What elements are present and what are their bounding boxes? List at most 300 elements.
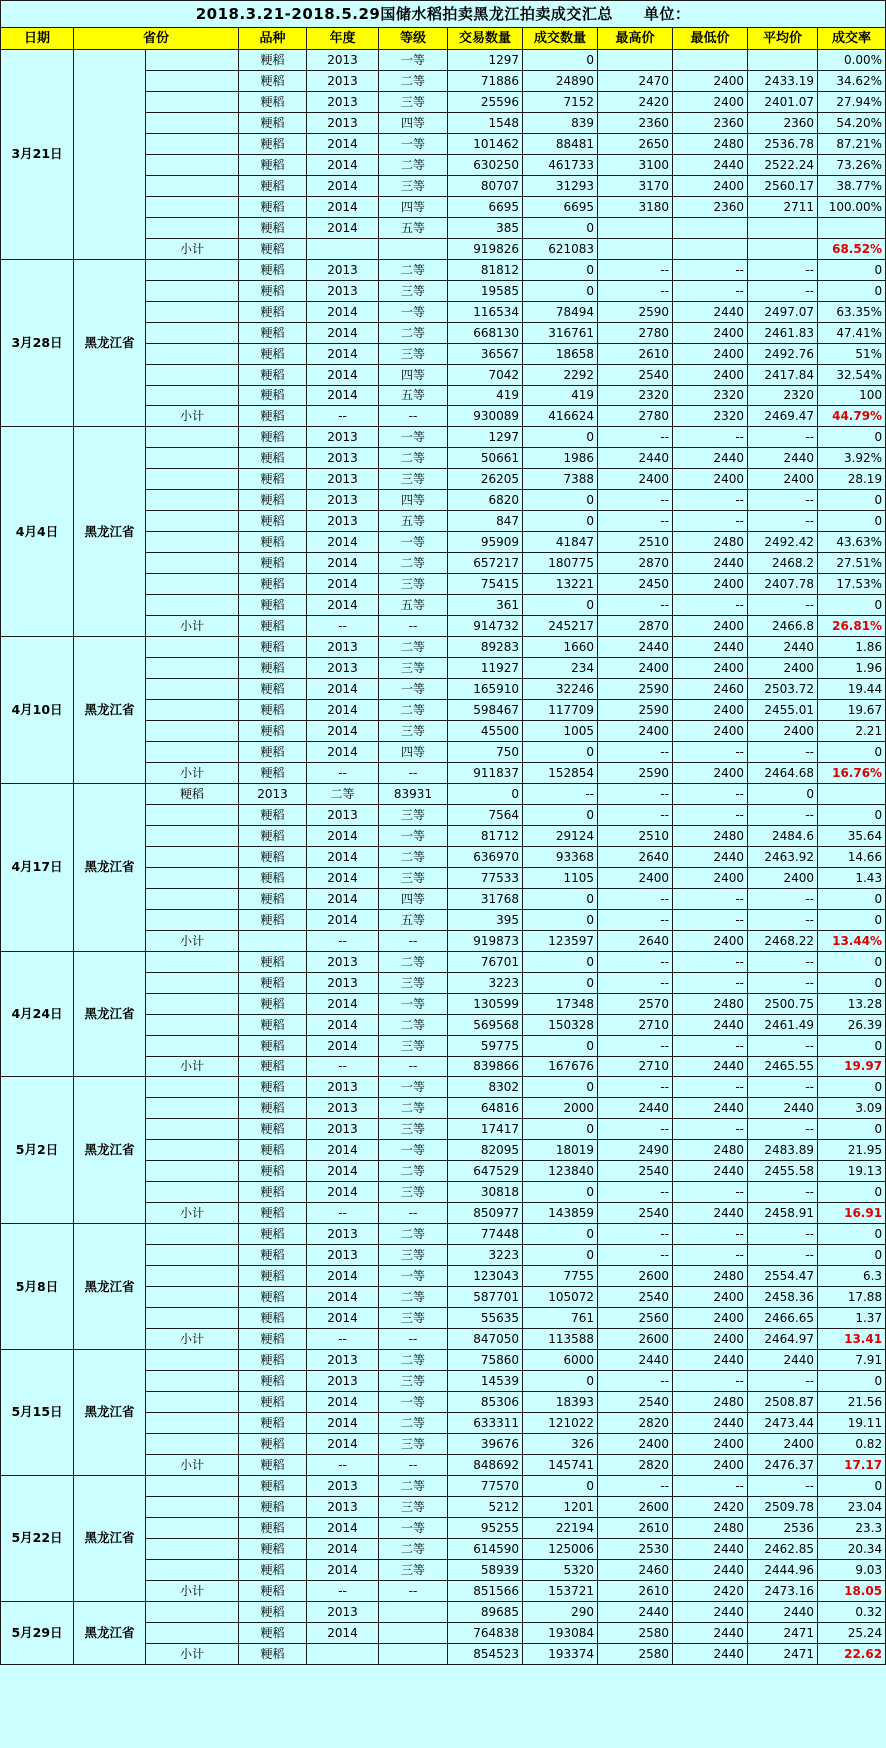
min-price-cell: 2400 [673, 574, 748, 595]
label-cell [146, 574, 239, 595]
year-cell: 2014 [307, 1035, 379, 1056]
avg-price-cell: 2469.47 [748, 406, 818, 427]
volume-cell: 50661 [448, 448, 523, 469]
avg-price-cell: 2458.36 [748, 1287, 818, 1308]
label-cell [146, 1517, 239, 1538]
avg-price-cell: -- [748, 1245, 818, 1266]
avg-price-cell: 2440 [748, 1601, 818, 1622]
grade-cell: 三等 [379, 867, 448, 888]
deal-rate-cell: 32.54% [818, 364, 886, 385]
year-cell: 2014 [307, 1182, 379, 1203]
label-cell: 小计 [146, 1580, 239, 1601]
avg-price-cell: -- [748, 1475, 818, 1496]
variety-cell: 粳稻 [239, 1035, 307, 1056]
avg-price-cell: 2360 [748, 112, 818, 133]
max-price-cell: 2650 [598, 133, 673, 154]
max-price-cell: 2400 [598, 469, 673, 490]
deal-rate-cell: 100.00% [818, 196, 886, 217]
year-cell: 2014 [307, 1392, 379, 1413]
variety-cell: 粳稻 [239, 1014, 307, 1035]
deal-rate-cell: 1.96 [818, 658, 886, 679]
year-cell: 2014 [307, 700, 379, 721]
deal-volume-cell: 0 [523, 217, 598, 238]
max-price-cell [598, 50, 673, 71]
deal-volume-cell: 29124 [523, 825, 598, 846]
max-price-cell: 3100 [598, 154, 673, 175]
volume-cell: 657217 [448, 553, 523, 574]
max-price-cell [598, 217, 673, 238]
max-price-cell: 2540 [598, 364, 673, 385]
label-cell: 小计 [146, 616, 239, 637]
label-cell [146, 1350, 239, 1371]
deal-rate-cell: 21.56 [818, 1392, 886, 1413]
max-price-cell: 3170 [598, 175, 673, 196]
label-cell [146, 867, 239, 888]
avg-price-cell: 2508.87 [748, 1392, 818, 1413]
deal-rate-cell: 0 [818, 972, 886, 993]
deal-volume-cell: 24890 [523, 70, 598, 91]
avg-price-cell: -- [748, 1371, 818, 1392]
deal-volume-cell: 150328 [523, 1014, 598, 1035]
year-cell: 2013 [307, 427, 379, 448]
deal-rate-cell: 0.00% [818, 50, 886, 71]
label-cell [146, 1035, 239, 1056]
deal-volume-cell: 105072 [523, 1287, 598, 1308]
date-cell: 3月28日 [1, 259, 74, 427]
label-cell [146, 70, 239, 91]
label-cell [146, 909, 239, 930]
table-row [1, 951, 886, 972]
variety-cell: 粳稻 [239, 238, 307, 259]
deal-volume-cell: 419 [523, 385, 598, 406]
min-price-cell: 2420 [673, 1496, 748, 1517]
grade-cell: 二等 [379, 322, 448, 343]
volume-cell: 854523 [448, 1643, 523, 1664]
max-price-cell: -- [598, 1371, 673, 1392]
max-price-cell: 2710 [598, 1056, 673, 1077]
variety-cell: 粳稻 [239, 553, 307, 574]
variety-cell: 粳稻 [239, 972, 307, 993]
label-cell [146, 154, 239, 175]
label-cell [146, 1538, 239, 1559]
year-cell: 2014 [307, 133, 379, 154]
min-price-cell: 2400 [673, 762, 748, 783]
deal-rate-cell: 0 [818, 804, 886, 825]
variety-cell: 粳稻 [239, 1559, 307, 1580]
year-cell: 2014 [307, 175, 379, 196]
min-price-cell: 2460 [673, 679, 748, 700]
grade-cell: 一等 [379, 1392, 448, 1413]
variety-cell: 粳稻 [239, 490, 307, 511]
variety-cell: 粳稻 [239, 804, 307, 825]
grade-cell: 一等 [379, 1077, 448, 1098]
year-cell: -- [307, 406, 379, 427]
avg-price-cell: -- [748, 951, 818, 972]
year-cell: -- [307, 1203, 379, 1224]
deal-volume-cell: 0 [523, 50, 598, 71]
max-price-cell: 2460 [598, 1559, 673, 1580]
grade-cell: 二等 [379, 1161, 448, 1182]
variety-cell: 粳稻 [239, 1622, 307, 1643]
label-cell [146, 259, 239, 280]
variety-cell [239, 930, 307, 951]
min-price-cell [673, 50, 748, 71]
deal-volume-cell: 0 [523, 741, 598, 762]
deal-volume-cell: 290 [523, 1601, 598, 1622]
deal-volume-cell: 18658 [523, 343, 598, 364]
max-price-cell: 2590 [598, 679, 673, 700]
year-cell: 2013 [307, 1371, 379, 1392]
variety-cell: 粳稻 [239, 825, 307, 846]
deal-rate-cell: 0 [818, 259, 886, 280]
variety-cell: 粳稻 [239, 993, 307, 1014]
variety-cell: 粳稻 [239, 888, 307, 909]
avg-price-cell: 2500.75 [748, 993, 818, 1014]
min-price-cell: 2400 [673, 1454, 748, 1475]
table-row [1, 50, 886, 71]
min-price-cell: 2440 [673, 1161, 748, 1182]
max-price-cell: 2580 [598, 1643, 673, 1664]
volume-cell: 919826 [448, 238, 523, 259]
province-cell: 黑龙江省 [74, 637, 146, 784]
volume-cell: 633311 [448, 1412, 523, 1433]
header-date: 日期 [1, 28, 74, 50]
deal-volume-cell: 180775 [523, 553, 598, 574]
deal-volume-cell: 7755 [523, 1266, 598, 1287]
deal-volume-cell: 0 [523, 972, 598, 993]
avg-price-cell: -- [748, 427, 818, 448]
grade-cell: 一等 [379, 532, 448, 553]
max-price-cell: -- [598, 1182, 673, 1203]
deal-volume-cell: 6000 [523, 1350, 598, 1371]
volume-cell: 385 [448, 217, 523, 238]
deal-rate-cell: 47.41% [818, 322, 886, 343]
deal-rate-cell: 54.20% [818, 112, 886, 133]
deal-rate-cell: 13.41 [818, 1329, 886, 1350]
avg-price-cell: 2440 [748, 1350, 818, 1371]
max-price-cell: 2610 [598, 1580, 673, 1601]
min-price-cell: 2440 [673, 1538, 748, 1559]
max-price-cell: 2870 [598, 616, 673, 637]
deal-volume-cell: 416624 [523, 406, 598, 427]
volume-cell: 82095 [448, 1140, 523, 1161]
grade-cell: 三等 [379, 469, 448, 490]
avg-price-cell: 2466.65 [748, 1308, 818, 1329]
max-price-cell: -- [598, 1035, 673, 1056]
variety-cell: 粳稻 [239, 259, 307, 280]
deal-volume-cell: 41847 [523, 532, 598, 553]
table-row [1, 1601, 886, 1622]
max-price-cell: -- [598, 888, 673, 909]
year-cell: -- [307, 1056, 379, 1077]
avg-price-cell: -- [748, 1035, 818, 1056]
volume-cell: 911837 [448, 762, 523, 783]
volume-cell: 6695 [448, 196, 523, 217]
volume-cell: 95255 [448, 1517, 523, 1538]
year-cell: 2013 [307, 1496, 379, 1517]
variety-cell: 粳稻 [239, 112, 307, 133]
volume-cell: 64816 [448, 1098, 523, 1119]
min-price-cell: -- [673, 1035, 748, 1056]
grade-cell: 二等 [379, 700, 448, 721]
avg-price-cell: 2554.47 [748, 1266, 818, 1287]
volume-cell: 77533 [448, 867, 523, 888]
deal-volume-cell: 0 [523, 804, 598, 825]
variety-cell: 粳稻 [239, 532, 307, 553]
volume-cell: 7564 [448, 804, 523, 825]
deal-rate-cell: 35.64 [818, 825, 886, 846]
deal-volume-cell: 17348 [523, 993, 598, 1014]
grade-cell: 一等 [379, 50, 448, 71]
volume-cell: 17417 [448, 1119, 523, 1140]
year-cell: 2014 [307, 846, 379, 867]
province-cell: 黑龙江省 [74, 1601, 146, 1664]
deal-volume-cell: 88481 [523, 133, 598, 154]
avg-price-cell: 2492.42 [748, 532, 818, 553]
deal-rate-cell: 27.51% [818, 553, 886, 574]
min-price-cell: 2480 [673, 1392, 748, 1413]
deal-volume-cell: 0 [523, 1077, 598, 1098]
table-row [1, 637, 886, 658]
deal-volume-cell: 121022 [523, 1412, 598, 1433]
volume-cell: 3223 [448, 1245, 523, 1266]
year-cell: 2014 [307, 532, 379, 553]
min-price-cell: 2320 [673, 406, 748, 427]
year-cell: 2014 [307, 1622, 379, 1643]
header-volume: 交易数量 [448, 28, 523, 50]
year-cell: 二等 [307, 783, 379, 804]
label-cell [146, 1182, 239, 1203]
deal-volume-cell: 0 [523, 1182, 598, 1203]
deal-volume-cell: 113588 [523, 1329, 598, 1350]
deal-rate-cell: 3.92% [818, 448, 886, 469]
deal-rate-cell: 0 [818, 1077, 886, 1098]
grade-cell: 三等 [379, 91, 448, 112]
year-cell: 2014 [307, 888, 379, 909]
volume-cell: 847 [448, 511, 523, 532]
label-cell [146, 1412, 239, 1433]
volume-cell: 58939 [448, 1559, 523, 1580]
max-price-cell: 2540 [598, 1287, 673, 1308]
deal-volume-cell: 193374 [523, 1643, 598, 1664]
max-price-cell: 2590 [598, 301, 673, 322]
min-price-cell: 2480 [673, 133, 748, 154]
deal-rate-cell: 38.77% [818, 175, 886, 196]
max-price-cell: 2470 [598, 70, 673, 91]
grade-cell: -- [379, 762, 448, 783]
variety-cell: 粳稻 [239, 1475, 307, 1496]
grade-cell: 一等 [379, 993, 448, 1014]
year-cell: -- [307, 616, 379, 637]
variety-cell: 粳稻 [239, 427, 307, 448]
grade-cell: -- [379, 1203, 448, 1224]
avg-price-cell: 2483.89 [748, 1140, 818, 1161]
avg-price-cell: 2471 [748, 1622, 818, 1643]
max-price-cell: 2780 [598, 406, 673, 427]
label-cell [146, 951, 239, 972]
deal-rate-cell: 0 [818, 427, 886, 448]
avg-price-cell: -- [748, 1182, 818, 1203]
year-cell: 2013 [307, 1119, 379, 1140]
min-price-cell: -- [673, 1475, 748, 1496]
variety-cell: 粳稻 [239, 574, 307, 595]
volume-cell: 80707 [448, 175, 523, 196]
deal-volume-cell: 93368 [523, 846, 598, 867]
variety-cell: 粳稻 [239, 1287, 307, 1308]
label-cell [146, 721, 239, 742]
max-price-cell: 2580 [598, 1622, 673, 1643]
volume-cell: 26205 [448, 469, 523, 490]
deal-rate-cell: 22.62 [818, 1643, 886, 1664]
grade-cell: 二等 [379, 1538, 448, 1559]
volume-cell: 19585 [448, 280, 523, 301]
year-cell: 2014 [307, 1538, 379, 1559]
label-cell [146, 280, 239, 301]
grade-cell [379, 1601, 448, 1622]
volume-cell: 3223 [448, 972, 523, 993]
volume-cell: 764838 [448, 1622, 523, 1643]
deal-volume-cell: 1201 [523, 1496, 598, 1517]
variety-cell: 粳稻 [239, 1056, 307, 1077]
variety-cell: 粳稻 [239, 1371, 307, 1392]
max-price-cell: 2600 [598, 1266, 673, 1287]
volume-cell: 39676 [448, 1433, 523, 1454]
min-price-cell: 2440 [673, 1601, 748, 1622]
max-price-cell: 2820 [598, 1412, 673, 1433]
label-cell [146, 1433, 239, 1454]
max-price-cell: 2450 [598, 574, 673, 595]
avg-price-cell: 2400 [748, 867, 818, 888]
min-price-cell: 2400 [673, 322, 748, 343]
avg-price-cell: 2455.58 [748, 1161, 818, 1182]
volume-cell: 5212 [448, 1496, 523, 1517]
year-cell: 2014 [307, 385, 379, 406]
max-price-cell: 2440 [598, 637, 673, 658]
label-cell [146, 133, 239, 154]
variety-cell: 粳稻 [239, 1643, 307, 1664]
label-cell: 小计 [146, 1203, 239, 1224]
deal-rate-cell: 0.82 [818, 1433, 886, 1454]
avg-price-cell: 2484.6 [748, 825, 818, 846]
year-cell: 2013 [307, 1350, 379, 1371]
table-row [1, 259, 886, 280]
variety-cell: 粳稻 [239, 1517, 307, 1538]
deal-volume-cell: 193084 [523, 1622, 598, 1643]
volume-cell: 165910 [448, 679, 523, 700]
avg-price-cell [748, 217, 818, 238]
avg-price-cell: 2497.07 [748, 301, 818, 322]
volume-cell: 101462 [448, 133, 523, 154]
year-cell: 2013 [307, 1224, 379, 1245]
min-price-cell: 2360 [673, 112, 748, 133]
min-price-cell: 2400 [673, 469, 748, 490]
deal-rate-cell: 3.09 [818, 1098, 886, 1119]
max-price-cell: 2590 [598, 762, 673, 783]
min-price-cell: 2400 [673, 616, 748, 637]
province-cell: 黑龙江省 [74, 783, 146, 951]
min-price-cell: 2480 [673, 993, 748, 1014]
grade-cell: 三等 [379, 1245, 448, 1266]
label-cell [146, 1601, 239, 1622]
label-cell: 小计 [146, 1329, 239, 1350]
min-price-cell: -- [673, 1371, 748, 1392]
grade-cell: 二等 [379, 1412, 448, 1433]
variety-cell: 粳稻 [239, 1580, 307, 1601]
volume-cell: 76701 [448, 951, 523, 972]
deal-volume-cell: 0 [523, 1245, 598, 1266]
min-price-cell [673, 217, 748, 238]
variety-cell: 粳稻 [239, 951, 307, 972]
volume-cell: 587701 [448, 1287, 523, 1308]
deal-rate-cell: 6.3 [818, 1266, 886, 1287]
grade-cell: 二等 [379, 259, 448, 280]
volume-cell: 11927 [448, 658, 523, 679]
header-row [1, 28, 886, 50]
grade-cell: 三等 [379, 1182, 448, 1203]
grade-cell: 三等 [379, 1371, 448, 1392]
avg-price-cell: 2522.24 [748, 154, 818, 175]
volume-cell: 95909 [448, 532, 523, 553]
grade-cell: 三等 [379, 280, 448, 301]
deal-volume-cell: 143859 [523, 1203, 598, 1224]
table-row [1, 1077, 886, 1098]
volume-cell: 1297 [448, 427, 523, 448]
year-cell: 2014 [307, 993, 379, 1014]
max-price-cell: -- [598, 259, 673, 280]
avg-price-cell: 2440 [748, 637, 818, 658]
province-cell: 黑龙江省 [74, 1350, 146, 1476]
deal-rate-cell: 0 [818, 1224, 886, 1245]
min-price-cell: 2440 [673, 637, 748, 658]
min-price-cell: -- [673, 490, 748, 511]
max-price-cell [598, 238, 673, 259]
label-cell [146, 846, 239, 867]
deal-rate-cell: 19.97 [818, 1056, 886, 1077]
year-cell: 2014 [307, 741, 379, 762]
label-cell [146, 804, 239, 825]
year-cell: 2014 [307, 909, 379, 930]
year-cell: 2013 [307, 448, 379, 469]
grade-cell: 二等 [379, 951, 448, 972]
variety-cell: 粳稻 [239, 1433, 307, 1454]
deal-rate-cell: 63.35% [818, 301, 886, 322]
min-price-cell: -- [673, 888, 748, 909]
label-cell [146, 50, 239, 71]
volume-cell: 919873 [448, 930, 523, 951]
deal-rate-cell: 43.63% [818, 532, 886, 553]
min-price-cell: -- [673, 259, 748, 280]
deal-rate-cell: 16.91 [818, 1203, 886, 1224]
deal-volume-cell: 761 [523, 1308, 598, 1329]
volume-cell: 1548 [448, 112, 523, 133]
variety-cell: 粳稻 [239, 1203, 307, 1224]
variety-cell: 粳稻 [239, 70, 307, 91]
variety-cell: 粳稻 [239, 196, 307, 217]
deal-rate-cell: 16.76% [818, 762, 886, 783]
grade-cell: 一等 [379, 679, 448, 700]
min-price-cell: 2440 [673, 1203, 748, 1224]
min-price-cell: -- [673, 804, 748, 825]
deal-volume-cell: 167676 [523, 1056, 598, 1077]
variety-cell: 粳稻 [239, 280, 307, 301]
grade-cell: -- [379, 1454, 448, 1475]
volume-cell: 81712 [448, 825, 523, 846]
label-cell [146, 91, 239, 112]
label-cell [146, 1245, 239, 1266]
deal-volume-cell: 32246 [523, 679, 598, 700]
date-cell: 3月21日 [1, 50, 74, 260]
label-cell [146, 427, 239, 448]
